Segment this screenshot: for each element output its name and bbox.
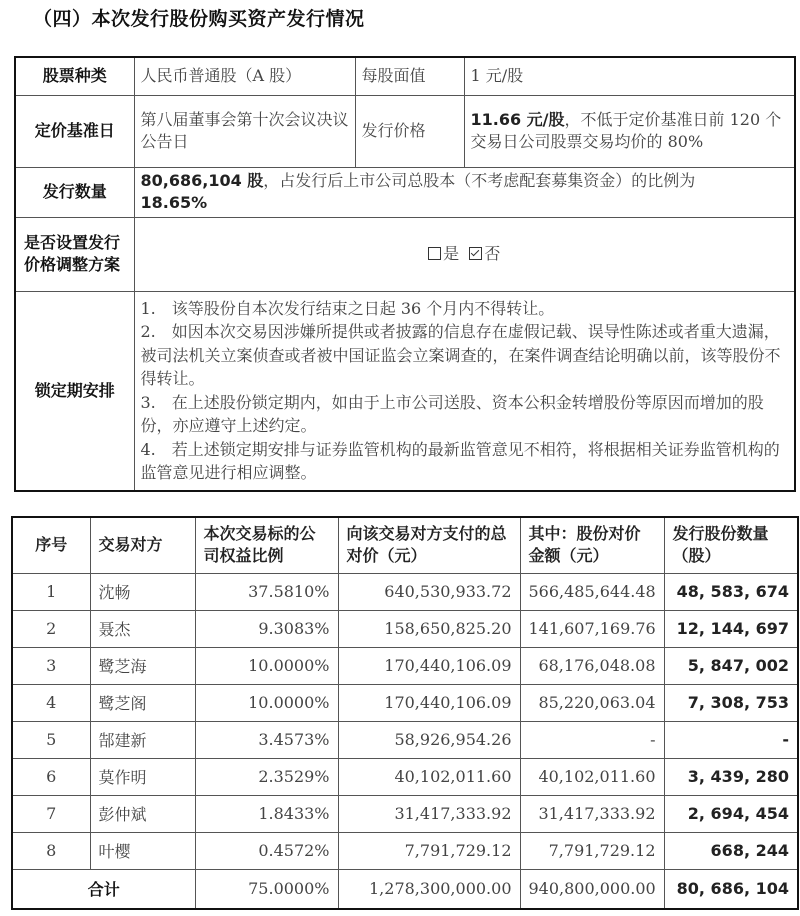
row-no: 5 xyxy=(12,721,90,758)
total-consideration: 1,278,300,000.00 xyxy=(338,869,520,909)
section-title: （四）本次发行股份购买资产发行情况 xyxy=(33,8,365,30)
counterparty-name: 沈畅 xyxy=(90,573,195,610)
counterparty-name: 鹭芝阁 xyxy=(90,684,195,721)
shares-issued: 668, 244 xyxy=(664,832,798,869)
total-shares: 80, 686, 104 xyxy=(664,869,798,909)
lockup-item: 2. 如因本次交易因涉嫌所提供或者披露的信息存在虚假记载、误导性陈述或者重大遗漏，被司法机关立案侦查或者被中国证监会立案调查的，在案件调查结论明确以前，该等股份不得转让。 xyxy=(140,322,781,389)
share-consideration: - xyxy=(520,721,664,758)
header-row xyxy=(12,517,798,573)
price-adjust-row xyxy=(15,217,795,291)
issue-quantity-value xyxy=(134,167,795,217)
total-consideration: 40,102,011.60 xyxy=(338,758,520,795)
par-value-label: 每股面值 xyxy=(355,57,464,95)
equity-ratio: 3.4573% xyxy=(195,721,338,758)
pricing-date-label: 定价基准日 xyxy=(15,95,134,167)
issue-quantity-percent: 18.65% xyxy=(140,193,208,212)
share-consideration: 7,791,729.12 xyxy=(520,832,664,869)
par-value-value: 1 元/股 xyxy=(464,57,795,95)
row-no: 2 xyxy=(12,610,90,647)
share-consideration: 68,176,048.08 xyxy=(520,647,664,684)
counterparty-name: 聂杰 xyxy=(90,610,195,647)
share-consideration: 566,485,644.48 xyxy=(520,573,664,610)
stock-type-value: 人民币普通股（A 股） xyxy=(134,57,355,95)
column-header-equity-ratio: 本次交易标的公司权益比例 xyxy=(195,517,338,573)
row-no: 6 xyxy=(12,758,90,795)
total-row xyxy=(12,869,798,909)
counterparty-name: 莫作明 xyxy=(90,758,195,795)
shares-issued: 2, 694, 454 xyxy=(664,795,798,832)
checkbox-yes-icon[interactable] xyxy=(428,247,441,260)
issue-quantity-label: 发行数量 xyxy=(15,167,134,217)
stock-type-label: 股票种类 xyxy=(15,57,134,95)
lockup-content xyxy=(134,291,795,491)
option-yes-label: 是 xyxy=(443,244,460,263)
share-consideration: 85,220,063.04 xyxy=(520,684,664,721)
issue-price-description: ，不低于定价基准日前 120 个交易日公司股票交易均价的 80% xyxy=(470,110,782,151)
table-row xyxy=(12,647,798,684)
equity-ratio: 1.8433% xyxy=(195,795,338,832)
lockup-row xyxy=(15,291,795,491)
counterparty-name: 郜建新 xyxy=(90,721,195,758)
total-consideration: 170,440,106.09 xyxy=(338,647,520,684)
total-consideration: 58,926,954.26 xyxy=(338,721,520,758)
counterparty-name: 叶樱 xyxy=(90,832,195,869)
table-row xyxy=(12,610,798,647)
counterparty-name: 鹭芝海 xyxy=(90,647,195,684)
table-row xyxy=(12,684,798,721)
table-row xyxy=(12,758,798,795)
shares-issued: 48, 583, 674 xyxy=(664,573,798,610)
counterparty-table xyxy=(11,516,799,910)
issue-quantity-amount: 80,686,104 股 xyxy=(140,171,264,190)
total-consideration: 170,440,106.09 xyxy=(338,684,520,721)
lockup-item: 3. 在上述股份锁定期内，如由于上市公司送股、资本公积金转增股份等原因而增加的股份，亦应遵守上述约定。 xyxy=(140,392,764,436)
equity-ratio: 2.3529% xyxy=(195,758,338,795)
equity-ratio: 9.3083% xyxy=(195,610,338,647)
shares-issued: 12, 144, 697 xyxy=(664,610,798,647)
issue-quantity-description: ，占发行后上市公司总股本（不考虑配套募集资金）的比例为 xyxy=(263,171,696,190)
table-row xyxy=(12,721,798,758)
lockup-item: 1. 该等股份自本次发行结束之日起 36 个月内不得转让。 xyxy=(140,298,555,318)
issue-price-label: 发行价格 xyxy=(355,95,464,167)
column-header-share-consideration: 其中：股份对价金额（元） xyxy=(520,517,664,573)
equity-ratio: 0.4572% xyxy=(195,832,338,869)
row-no: 3 xyxy=(12,647,90,684)
stock-type-row xyxy=(15,57,795,95)
counterparty-name: 彭仲斌 xyxy=(90,795,195,832)
price-adjust-options xyxy=(134,217,795,291)
total-share-consideration: 940,800,000.00 xyxy=(520,869,664,909)
total-consideration: 640,530,933.72 xyxy=(338,573,520,610)
equity-ratio: 10.0000% xyxy=(195,684,338,721)
option-no-label: 否 xyxy=(484,244,501,263)
shares-issued: 3, 439, 280 xyxy=(664,758,798,795)
share-consideration: 40,102,011.60 xyxy=(520,758,664,795)
issue-quantity-row xyxy=(15,167,795,217)
column-header-total-consideration: 向该交易对方支付的总对价（元） xyxy=(338,517,520,573)
total-consideration: 31,417,333.92 xyxy=(338,795,520,832)
total-consideration: 7,791,729.12 xyxy=(338,832,520,869)
lockup-label: 锁定期安排 xyxy=(15,291,134,491)
shares-issued: 5, 847, 002 xyxy=(664,647,798,684)
column-header-counterparty: 交易对方 xyxy=(90,517,195,573)
pricing-date-value: 第八届董事会第十次会议决议公告日 xyxy=(134,95,355,167)
table-row xyxy=(12,832,798,869)
table-row xyxy=(12,795,798,832)
total-consideration: 158,650,825.20 xyxy=(338,610,520,647)
equity-ratio: 37.5810% xyxy=(195,573,338,610)
pricing-row xyxy=(15,95,795,167)
row-no: 8 xyxy=(12,832,90,869)
shares-issued: 7, 308, 753 xyxy=(664,684,798,721)
row-no: 4 xyxy=(12,684,90,721)
total-ratio: 75.0000% xyxy=(195,869,338,909)
row-no: 1 xyxy=(12,573,90,610)
shares-issued: - xyxy=(664,721,798,758)
lockup-item: 4. 若上述锁定期安排与证券监管机构的最新监管意见不相符，将根据相关证券监管机构的监管意见进行相应调整。 xyxy=(140,439,780,483)
column-header-no: 序号 xyxy=(12,517,90,573)
table-row xyxy=(12,573,798,610)
checkbox-no-icon[interactable] xyxy=(469,247,482,260)
equity-ratio: 10.0000% xyxy=(195,647,338,684)
row-no: 7 xyxy=(12,795,90,832)
share-consideration: 141,607,169.76 xyxy=(520,610,664,647)
column-header-shares-issued: 发行股份数量（股） xyxy=(664,517,798,573)
issue-price-amount: 11.66 元/股 xyxy=(470,110,565,129)
total-label: 合计 xyxy=(12,869,195,909)
issue-info-table xyxy=(14,56,796,492)
issue-price-value xyxy=(464,95,795,167)
share-consideration: 31,417,333.92 xyxy=(520,795,664,832)
price-adjust-label: 是否设置发行价格调整方案 xyxy=(15,217,134,291)
